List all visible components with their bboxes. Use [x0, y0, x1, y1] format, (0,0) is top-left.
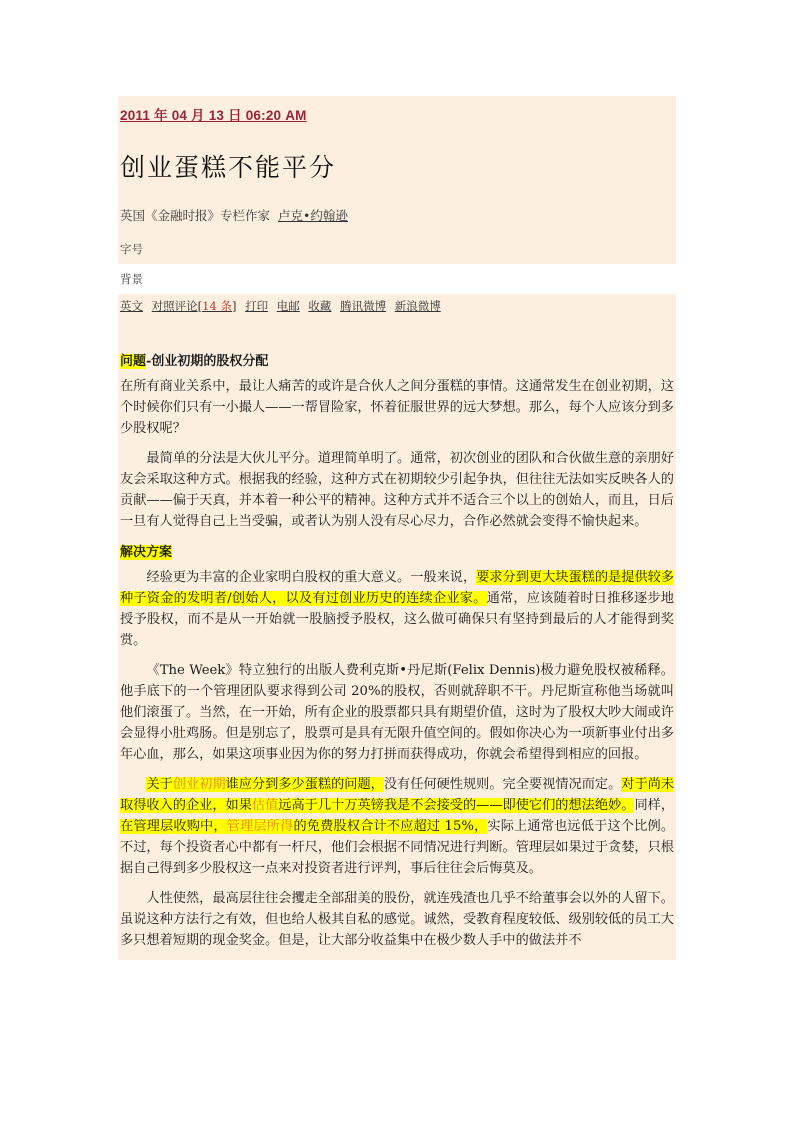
title-row [118, 130, 676, 190]
heading-highlight: 解决方案 [120, 545, 173, 560]
article-title: 创业蛋糕不能平分 [120, 153, 337, 182]
spacer [118, 318, 676, 350]
tencent-weibo-link[interactable]: 腾讯微博 [340, 299, 387, 313]
paragraph-3 [120, 567, 674, 660]
text-run: 没有任何硬性规则。完全要视情况而定。 [383, 777, 622, 792]
emphasized-text: 管理层所得 [226, 819, 294, 834]
byline-prefix: 英国《金融时报》专栏作家 [120, 208, 271, 223]
paragraph-2: 最简单的分法是大伙儿平分。道理简单明了。通常，初次创业的团队和合伙做生意的亲朋好友会采取这种方式。根据我的经验，这种方式在初期较少引起争执，但往往无法如实反映各人的贡献——偏于天真，并本着一种公平的精神。这种方式并不适合三个以上的创始人，而且，日后一旦有人觉得自己上当受骗，或者认为别人没有尽心尽力，合作必然就会变得不愉快起来。 [120, 451, 674, 529]
text-run: 同样， [634, 798, 675, 813]
email-link[interactable]: 电邮 [276, 299, 300, 313]
bookmark-link[interactable]: 收藏 [308, 299, 332, 313]
text-run: 谁应分到多少蛋糕的问题， [225, 777, 384, 792]
comment-count: 14 条 [202, 299, 232, 313]
date-row [118, 96, 676, 130]
text-run: 在管理层收购中， [120, 819, 227, 834]
article-date-link[interactable]: 2011 年 04 月 13 日 06:20 AM [120, 108, 307, 123]
font-size-control[interactable] [118, 234, 676, 264]
compare-comments-link[interactable] [152, 299, 237, 313]
article-body-part1 [118, 376, 676, 541]
text-run: 通常，应该随着时日推移逐步地授予股权，而不是从一开始就一股脑授予股权，这么做可确保只有坚持到最后的人才能得到奖赏。 [120, 591, 674, 648]
font-size-label: 字号 [120, 242, 143, 256]
article-page [118, 96, 676, 960]
background-label: 背景 [120, 272, 143, 286]
paragraph-5 [120, 774, 674, 888]
paragraph-6: 人性使然，最高层往往会攫走全部甜美的股份，就连残渣也几乎不给董事会以外的人留下。虽说这种方法行之有效，但也给人极其自私的感觉。诚然，受教育程度较低、级别较低的员工大多只想着短期的现金奖金。但是，让大部分收益集中在极少数人手中的做法并不 [120, 891, 674, 948]
sina-weibo-link[interactable]: 新浪微博 [394, 299, 441, 313]
text-run: 实际上通常也远低于这个比例。不过，每个投资者心中都有一杆尺，他们会根据不同情况进行判断。管理层如果过于贪婪，只根据自己得到多少股权这一点来对投资者进行评判，事后往往会后悔莫及。 [120, 819, 675, 876]
emphasized-text: 估值 [251, 798, 279, 813]
compare-comments-suffix: ] [231, 299, 237, 313]
paragraph-4: 《The Week》特立独行的出版人费利克斯•丹尼斯(Felix Dennis)极力避免股权被稀释。他手底下的一个管理团队要求得到公司 20%的股权，否则就辞职不干。丹尼斯宣称他当场就叫他们滚蛋了。当然，在一开始，所有企业的股票都只具有期望价值，这时为了股权大吵大闹或许会显得小肚鸡肠。但是别忘了，股票可是具有无限升值空间的。假如你决心为一项新事业付出多年心血，那么，如果这项事业因为你的努力打拼而获得成功，你就会希望得到相应的回报。 [120, 663, 674, 762]
article-toolbar [118, 294, 676, 318]
highlighted-text [146, 777, 383, 792]
heading-highlight: 问题 [120, 354, 147, 369]
english-link[interactable]: 英文 [120, 299, 143, 313]
text-run: 关于 [146, 777, 173, 792]
background-control[interactable] [118, 264, 676, 294]
byline [118, 190, 676, 234]
print-link[interactable]: 打印 [245, 299, 269, 313]
highlighted-text: 要求分到更大块蛋糕的是提供较多种子资金的发明者/创始人，以及有过创业历史的连续企业家。 [120, 570, 675, 606]
section-heading-problem [118, 350, 676, 376]
heading-rest: -创业初期的股权分配 [146, 354, 269, 369]
text-run: 远高于几十万英镑我是不会接受的——即使它们的想法绝妙。 [278, 798, 635, 813]
article-body-part2 [118, 567, 676, 960]
paragraph-1: 在所有商业关系中，最让人痛苦的或许是合伙人之间分蛋糕的事情。这通常发生在创业初期，这个时候你们只有一小撮人——一帮冒险家，怀着征服世界的远大梦想。那么，每个人应该分到多少股权呢？ [120, 379, 674, 436]
text-run: 对于尚未取得收入的企业，如果 [120, 777, 675, 813]
text-run: 的免费股权合计不应超过 15%， [293, 819, 488, 834]
author-link[interactable]: 卢克•约翰逊 [278, 208, 348, 223]
highlighted-text [120, 819, 487, 834]
section-heading-solution [118, 541, 676, 567]
compare-comments-prefix: 对照评论[ [151, 299, 203, 313]
text-run: 经验更为丰富的企业家明白股权的重大意义。一般来说， [146, 570, 477, 585]
emphasized-text: 创业初期 [172, 777, 226, 792]
